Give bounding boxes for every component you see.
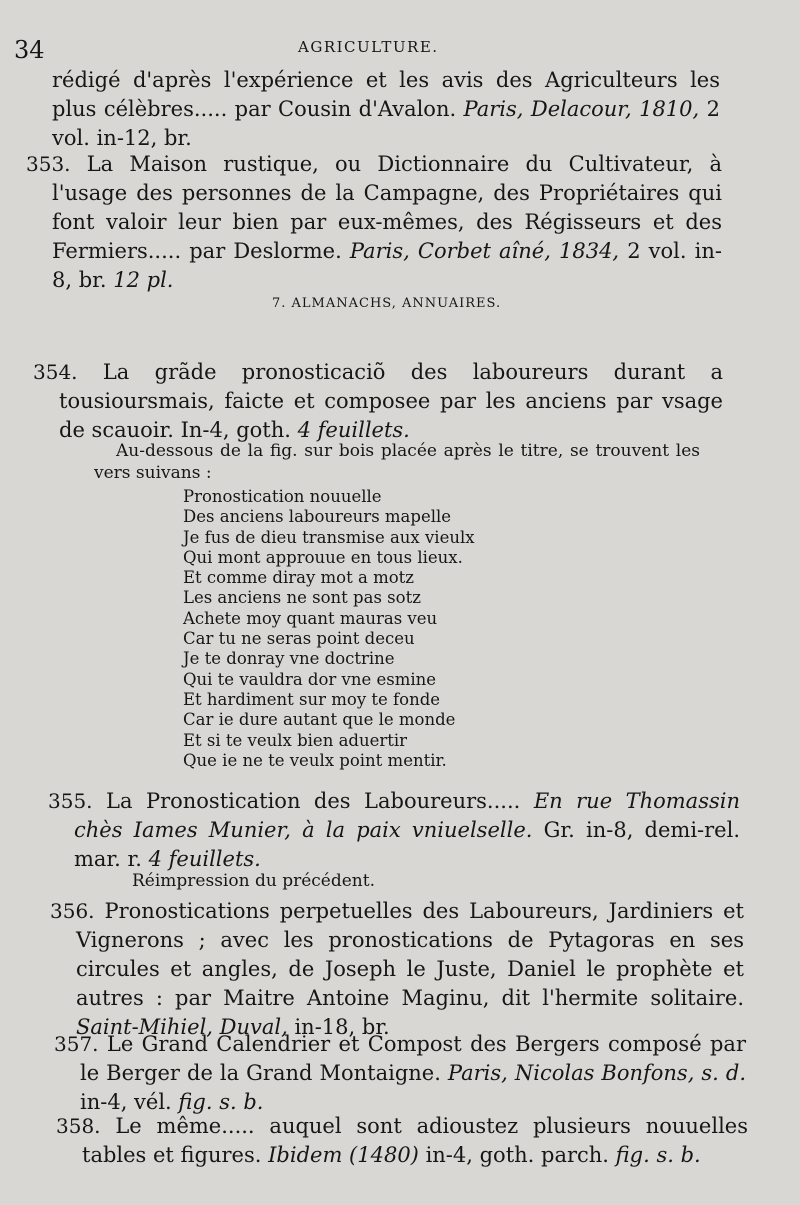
page-number: 34 xyxy=(14,36,45,64)
poem-line: Et si te veulx bien aduertir xyxy=(183,730,408,750)
entry-number: 355. xyxy=(48,789,93,813)
entry-358: 358. Le même..... auquel sont adioustez plusieurs nouuelles tables et figures. Ibidem (1480) in-4, goth. parch. fig. s. b. xyxy=(56,1114,748,1167)
entry-number: 354. xyxy=(33,360,78,384)
section-heading: 7. ALMANACHS, ANNUAIRES. xyxy=(272,296,502,311)
poem-line: Qui mont approuue en tous lieux. xyxy=(183,547,463,567)
poem-line: Car tu ne seras point deceu xyxy=(183,629,415,649)
running-head xyxy=(0,32,800,62)
entry-357: 357. Le Grand Calendrier et Compost des Bergers composé par le Berger de la Grand Montaigne. Paris, Nicolas Bonfons, s. d. in-4, vél. fig. s. b. xyxy=(54,1032,746,1114)
poem-line: Car ie dure autant que le monde xyxy=(183,710,456,730)
poem-line: Et hardiment sur moy te fonde xyxy=(183,689,441,709)
entry-continuation: rédigé d'après l'expérience et les avis des Agriculteurs les plus célèbres..... par Cousin d'Avalon. Paris, Delacour, 1810, 2 vol. in-12, br. xyxy=(52,68,720,150)
entry-354: 354. La grãde pronosticaciõ des laboureurs durant a tousioursmais, faicte et composee par les anciens par vsage de scauoir. In-4, goth. 4 feuillets. xyxy=(33,360,723,442)
poem-line: Qui te vauldra dor vne esmine xyxy=(183,669,437,689)
poem-line: Achete moy quant mauras veu xyxy=(183,608,438,628)
poem-line: Et comme diray mot a motz xyxy=(183,568,414,588)
entry-number: 353. xyxy=(26,152,71,176)
entry-354-note: Au-dessous de la fig. sur bois placée après le titre, se trouvent les vers suivans : xyxy=(94,441,700,483)
poem-line: Je fus de dieu transmise aux vieulx xyxy=(183,527,475,547)
entry-356: 356. Pronostications perpetuelles des Laboureurs, Jardiniers et Vignerons ; avec les pronostications de Pytagoras en ses circules et angles, de Joseph le Juste, Daniel le prophète et autres : par Maitre Antoine Maginu, dit l'hermite solitaire. Saint-Mihiel, Duval, in-18, br. xyxy=(50,899,744,1039)
entry-355-note: Réimpression du précédent. xyxy=(132,871,375,891)
poem-line: Des anciens laboureurs mapelle xyxy=(183,507,452,527)
poem-line: Que ie ne te veulx point mentir. xyxy=(183,750,447,770)
poem-line: Pronostication nouuelle xyxy=(183,487,382,506)
entry-353: 353. La Maison rustique, ou Dictionnaire du Cultivateur, à l'usage des personnes de la Campagne, des Propriétaires qui font valoir leur bien par eux-mêmes, des Régisseurs et des Fermiers..... par Deslorme. Paris, Corbet aîné, 1834, 2 vol. in-8, br. 12 pl. xyxy=(26,152,722,292)
poem xyxy=(183,487,475,771)
poem-line: Je te donray vne doctrine xyxy=(183,649,395,669)
entry-355: 355. La Pronostication des Laboureurs..... En rue Thomassin chès Iames Munier, à la paix vniuelselle. Gr. in-8, demi-rel. mar. r. 4 feuillets. xyxy=(48,789,741,871)
running-title: AGRICULTURE. xyxy=(298,38,439,56)
entry-number: 356. xyxy=(50,899,95,923)
entry-number: 357. xyxy=(54,1032,99,1056)
entry-number: 358. xyxy=(56,1114,101,1138)
poem-line: Les anciens ne sont pas sotz xyxy=(183,588,421,608)
